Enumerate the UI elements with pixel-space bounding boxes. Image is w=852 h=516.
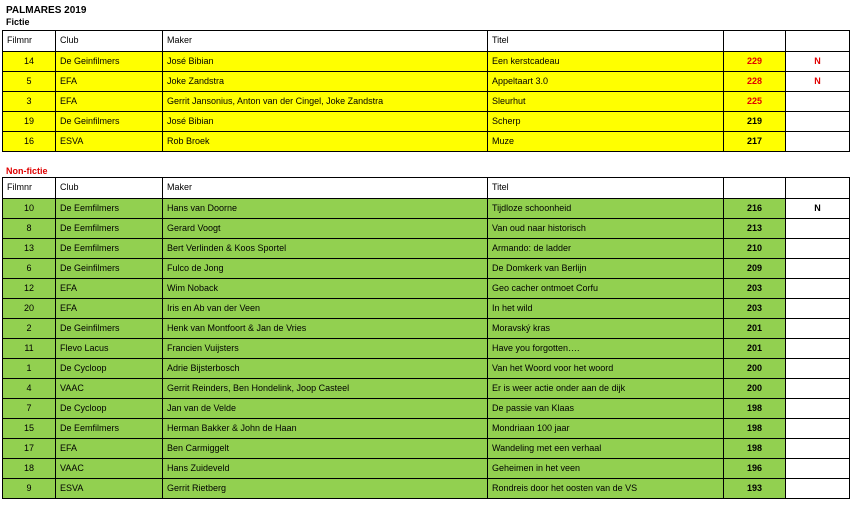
maker-cell: Jan van de Velde bbox=[163, 399, 488, 419]
titel-cell: Geo cacher ontmoet Corfu bbox=[488, 279, 724, 299]
table-row bbox=[3, 479, 850, 499]
club-cell: De Geinfilmers bbox=[56, 112, 163, 132]
filmnr-cell: 1 bbox=[3, 359, 56, 379]
flag-cell: N bbox=[786, 52, 850, 72]
score-cell: 210 bbox=[724, 239, 786, 259]
header-maker: Maker bbox=[163, 178, 488, 199]
filmnr-cell: 17 bbox=[3, 439, 56, 459]
table-row bbox=[3, 299, 850, 319]
maker-cell: Gerard Voogt bbox=[163, 219, 488, 239]
score-cell: 200 bbox=[724, 359, 786, 379]
flag-cell bbox=[786, 219, 850, 239]
titel-cell: Een kerstcadeau bbox=[488, 52, 724, 72]
table-row bbox=[3, 199, 850, 219]
score-cell: 228 bbox=[724, 72, 786, 92]
filmnr-cell: 14 bbox=[3, 52, 56, 72]
maker-cell: Gerrit Jansonius, Anton van der Cingel, Joke Zandstra bbox=[163, 92, 488, 112]
flag-cell bbox=[786, 359, 850, 379]
maker-cell: Henk van Montfoort & Jan de Vries bbox=[163, 319, 488, 339]
table-row bbox=[3, 399, 850, 419]
flag-cell bbox=[786, 459, 850, 479]
titel-cell: In het wild bbox=[488, 299, 724, 319]
club-cell: De Geinfilmers bbox=[56, 52, 163, 72]
club-cell: De Cycloop bbox=[56, 359, 163, 379]
score-cell: 201 bbox=[724, 339, 786, 359]
filmnr-cell: 2 bbox=[3, 319, 56, 339]
score-cell: 219 bbox=[724, 112, 786, 132]
table-row bbox=[3, 259, 850, 279]
section-heading-fictie: Fictie bbox=[6, 17, 30, 27]
flag-cell bbox=[786, 379, 850, 399]
filmnr-cell: 5 bbox=[3, 72, 56, 92]
filmnr-cell: 10 bbox=[3, 199, 56, 219]
header-row bbox=[3, 178, 850, 199]
flag-cell bbox=[786, 92, 850, 112]
header-filmnr: Filmnr bbox=[3, 178, 56, 199]
flag-cell: N bbox=[786, 199, 850, 219]
page-title: PALMARES 2019 bbox=[6, 5, 87, 16]
flag-cell bbox=[786, 112, 850, 132]
table-row bbox=[3, 92, 850, 112]
filmnr-cell: 15 bbox=[3, 419, 56, 439]
titel-cell: Van het Woord voor het woord bbox=[488, 359, 724, 379]
club-cell: EFA bbox=[56, 72, 163, 92]
titel-cell: Appeltaart 3.0 bbox=[488, 72, 724, 92]
titel-cell: Scherp bbox=[488, 112, 724, 132]
club-cell: VAAC bbox=[56, 379, 163, 399]
filmnr-cell: 12 bbox=[3, 279, 56, 299]
flag-cell bbox=[786, 339, 850, 359]
flag-cell bbox=[786, 319, 850, 339]
maker-cell: Hans Zuideveld bbox=[163, 459, 488, 479]
maker-cell: Rob Broek bbox=[163, 132, 488, 152]
table-row bbox=[3, 339, 850, 359]
titel-cell: Tijdloze schoonheid bbox=[488, 199, 724, 219]
flag-cell bbox=[786, 419, 850, 439]
nonfictie-table bbox=[2, 177, 850, 499]
header-titel: Titel bbox=[488, 31, 724, 52]
club-cell: EFA bbox=[56, 279, 163, 299]
maker-cell: Gerrit Rietberg bbox=[163, 479, 488, 499]
titel-cell: Sleurhut bbox=[488, 92, 724, 112]
score-cell: 213 bbox=[724, 219, 786, 239]
filmnr-cell: 18 bbox=[3, 459, 56, 479]
table-row bbox=[3, 132, 850, 152]
filmnr-cell: 9 bbox=[3, 479, 56, 499]
section-heading-nonfictie: Non-fictie bbox=[6, 166, 48, 176]
maker-cell: Bert Verlinden & Koos Sportel bbox=[163, 239, 488, 259]
flag-cell bbox=[786, 132, 850, 152]
score-cell: 196 bbox=[724, 459, 786, 479]
filmnr-cell: 7 bbox=[3, 399, 56, 419]
club-cell: De Cycloop bbox=[56, 399, 163, 419]
flag-cell bbox=[786, 299, 850, 319]
club-cell: Flevo Lacus bbox=[56, 339, 163, 359]
maker-cell: Adrie Bijsterbosch bbox=[163, 359, 488, 379]
titel-cell: Geheimen in het veen bbox=[488, 459, 724, 479]
filmnr-cell: 13 bbox=[3, 239, 56, 259]
titel-cell: Have you forgotten…. bbox=[488, 339, 724, 359]
table-row bbox=[3, 72, 850, 92]
club-cell: ESVA bbox=[56, 132, 163, 152]
maker-cell: Gerrit Reinders, Ben Hondelink, Joop Casteel bbox=[163, 379, 488, 399]
header-titel: Titel bbox=[488, 178, 724, 199]
club-cell: De Eemfilmers bbox=[56, 239, 163, 259]
table-row bbox=[3, 219, 850, 239]
score-cell: 203 bbox=[724, 279, 786, 299]
table-row bbox=[3, 239, 850, 259]
titel-cell: Muze bbox=[488, 132, 724, 152]
score-cell: 193 bbox=[724, 479, 786, 499]
score-cell: 209 bbox=[724, 259, 786, 279]
maker-cell: Fulco de Jong bbox=[163, 259, 488, 279]
score-cell: 225 bbox=[724, 92, 786, 112]
club-cell: De Geinfilmers bbox=[56, 319, 163, 339]
fictie-table bbox=[2, 30, 850, 152]
maker-cell: Ben Carmiggelt bbox=[163, 439, 488, 459]
score-cell: 198 bbox=[724, 399, 786, 419]
table-row bbox=[3, 379, 850, 399]
maker-cell: Francien Vuijsters bbox=[163, 339, 488, 359]
score-cell: 200 bbox=[724, 379, 786, 399]
table-row bbox=[3, 419, 850, 439]
maker-cell: Herman Bakker & John de Haan bbox=[163, 419, 488, 439]
filmnr-cell: 8 bbox=[3, 219, 56, 239]
club-cell: EFA bbox=[56, 92, 163, 112]
maker-cell: José Bibian bbox=[163, 52, 488, 72]
flag-cell: N bbox=[786, 72, 850, 92]
header-flag bbox=[786, 31, 850, 52]
titel-cell: Mondriaan 100 jaar bbox=[488, 419, 724, 439]
header-row bbox=[3, 31, 850, 52]
filmnr-cell: 6 bbox=[3, 259, 56, 279]
club-cell: De Eemfilmers bbox=[56, 419, 163, 439]
table-row bbox=[3, 459, 850, 479]
score-cell: 201 bbox=[724, 319, 786, 339]
table-row bbox=[3, 439, 850, 459]
header-club: Club bbox=[56, 31, 163, 52]
titel-cell: De Domkerk van Berlijn bbox=[488, 259, 724, 279]
table-row bbox=[3, 52, 850, 72]
flag-cell bbox=[786, 259, 850, 279]
flag-cell bbox=[786, 399, 850, 419]
club-cell: VAAC bbox=[56, 459, 163, 479]
table-row bbox=[3, 319, 850, 339]
titel-cell: Van oud naar historisch bbox=[488, 219, 724, 239]
titel-cell: Wandeling met een verhaal bbox=[488, 439, 724, 459]
header-score bbox=[724, 178, 786, 199]
club-cell: EFA bbox=[56, 439, 163, 459]
club-cell: De Eemfilmers bbox=[56, 219, 163, 239]
club-cell: De Geinfilmers bbox=[56, 259, 163, 279]
score-cell: 217 bbox=[724, 132, 786, 152]
header-maker: Maker bbox=[163, 31, 488, 52]
maker-cell: Wim Noback bbox=[163, 279, 488, 299]
score-cell: 203 bbox=[724, 299, 786, 319]
header-club: Club bbox=[56, 178, 163, 199]
titel-cell: Moravský kras bbox=[488, 319, 724, 339]
flag-cell bbox=[786, 479, 850, 499]
header-filmnr: Filmnr bbox=[3, 31, 56, 52]
score-cell: 229 bbox=[724, 52, 786, 72]
header-score bbox=[724, 31, 786, 52]
maker-cell: José Bibian bbox=[163, 112, 488, 132]
maker-cell: Joke Zandstra bbox=[163, 72, 488, 92]
titel-cell: Er is weer actie onder aan de dijk bbox=[488, 379, 724, 399]
flag-cell bbox=[786, 279, 850, 299]
titel-cell: De passie van Klaas bbox=[488, 399, 724, 419]
flag-cell bbox=[786, 239, 850, 259]
club-cell: De Eemfilmers bbox=[56, 199, 163, 219]
filmnr-cell: 3 bbox=[3, 92, 56, 112]
table-row bbox=[3, 359, 850, 379]
flag-cell bbox=[786, 439, 850, 459]
filmnr-cell: 19 bbox=[3, 112, 56, 132]
score-cell: 198 bbox=[724, 419, 786, 439]
titel-cell: Armando: de ladder bbox=[488, 239, 724, 259]
filmnr-cell: 16 bbox=[3, 132, 56, 152]
maker-cell: Hans van Doorne bbox=[163, 199, 488, 219]
club-cell: EFA bbox=[56, 299, 163, 319]
filmnr-cell: 11 bbox=[3, 339, 56, 359]
score-cell: 198 bbox=[724, 439, 786, 459]
table-row bbox=[3, 279, 850, 299]
filmnr-cell: 4 bbox=[3, 379, 56, 399]
titel-cell: Rondreis door het oosten van de VS bbox=[488, 479, 724, 499]
header-flag bbox=[786, 178, 850, 199]
table-row bbox=[3, 112, 850, 132]
club-cell: ESVA bbox=[56, 479, 163, 499]
maker-cell: Iris en Ab van der Veen bbox=[163, 299, 488, 319]
score-cell: 216 bbox=[724, 199, 786, 219]
filmnr-cell: 20 bbox=[3, 299, 56, 319]
